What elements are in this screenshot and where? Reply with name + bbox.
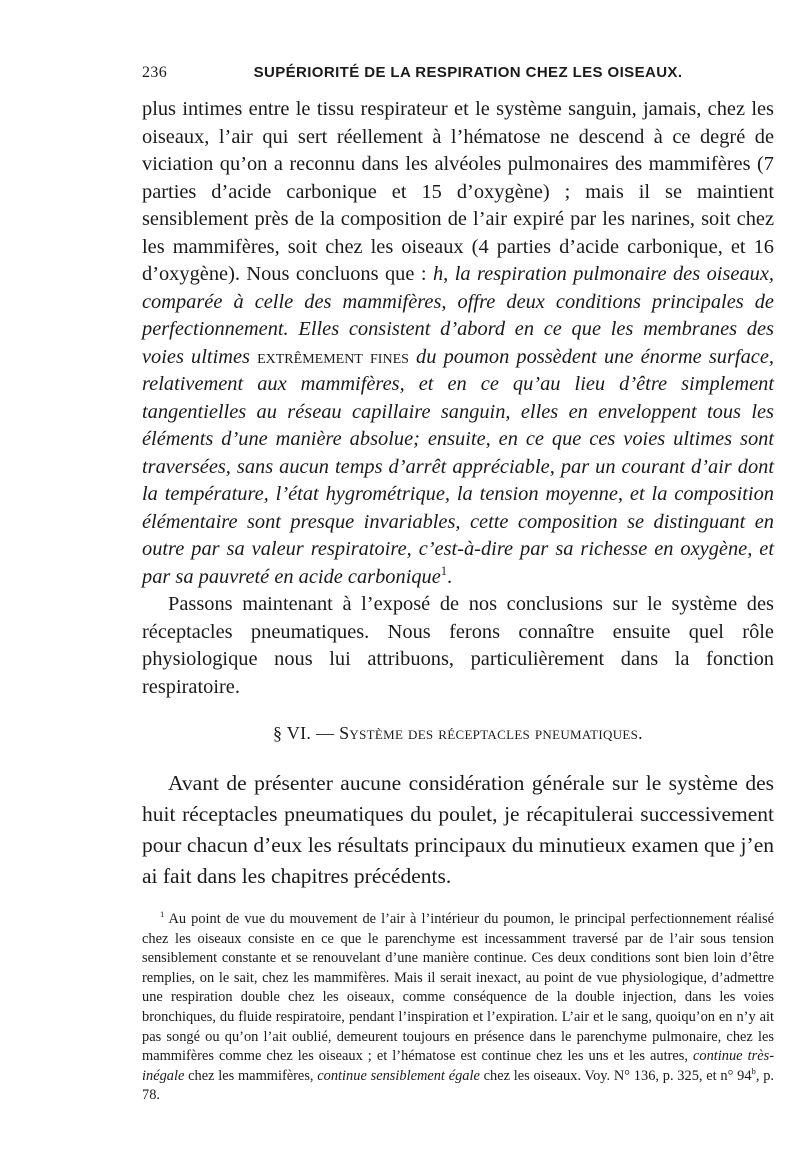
paragraph-recap: Avant de présenter aucune considération générale sur le système des huit réceptacles pneumatiques du poulet, je récapitulerai successivement pour chacun d’eux les résultats principaux du minutieux examen que j’en ai fait dans les chapitres précédents.: [142, 771, 774, 888]
footnote-text-3: chez les oiseaux. Voy. N° 136, p. 325, et n° 94: [479, 1067, 752, 1084]
section-prefix: § VI. —: [273, 723, 340, 743]
footnote-sup: b: [751, 1065, 756, 1076]
footnote-reference[interactable]: 1: [440, 563, 447, 578]
page: [142, 64, 774, 1106]
footnote-text-1: Au point de vue du mouvement de l’air à l’intérieur du poumon, le principal perfectionnement réalisé chez les oiseaux consiste en ce que le parenchyme est incessamment traversé par de l’air sous tension sensiblement constante et se renouvelant d’une manière continue. Ces deux conditions sont bien loin d’être remplies, on le sait, chez les mammifères. Mais il serait inexact, au point de vue physiologique, d’admettre une respiration double chez les oiseaux, comme conséquence de la double injection, dans les voies bronchiques, du fluide respiratoire, pendant l’inspiration et l’expiration. L’air et le sang, quoiqu’on en n’y ait pas songé ou qu’on l’ait oublié, demeurent toujours en présence dans le parenchyme pulmonaire, chez les mammifères comme chez les oiseaux ; et l’hématose est continue chez les uns et les autres,: [142, 911, 774, 1065]
footnote-italic-2: continue sensiblement égale: [317, 1067, 480, 1084]
paragraph1-comma: ,: [443, 263, 455, 285]
section-heading: [142, 723, 774, 744]
section-title: Système des réceptacles pneumatiques.: [339, 723, 643, 743]
paragraph1-italic-b: du poumon possèdent une énorme surface, relativement aux mammifères, et en ce qu’au lieu d’être simplement tangentielles au réseau capillaire sanguin, elles en enveloppent tous les éléments d’une manière absolue; ensuite, en ce que ces voies ultimes sont traversées, sans aucun temps d’arrêt appréciable, par un courant d’air dont la température, l’état hygrométrique, la tension moyenne, et la composition élémentaire sont presque invariables, cette composition se distinguant en outre par sa valeur respiratoire, c’est-à-dire par sa richesse en oxygène, et par sa pauvreté en acide carbonique: [142, 345, 774, 588]
running-header: [142, 64, 774, 92]
footnote-text-4: , p. 78.: [142, 1067, 774, 1104]
paragraph1-smallcaps: extrêmement fines: [249, 345, 417, 368]
paragraph1-italic-a: la respiration pulmonaire des oiseaux, comparée à celle des mammifères, offre deux conditions principales de perfectionnement. Elles consistent d’abord en ce que les membranes des voies ultimes: [142, 263, 774, 368]
running-title: SUPÉRIORITÉ DE LA RESPIRATION CHEZ LES OISEAUX.: [253, 64, 683, 81]
footnote-marker: 1: [160, 909, 165, 920]
paragraph-conclusions: [142, 96, 774, 591]
footnote-italic-1: continue très-inégale: [142, 1048, 774, 1084]
footnote-text-2: chez les mammifères,: [184, 1067, 318, 1084]
page-number: 236: [142, 64, 168, 81]
paragraph1-end: .: [446, 565, 453, 588]
paragraph1-text: plus intimes entre le tissu respirateur et le système sanguin, jamais, chez les oiseaux, l’air qui sert réellement à l’hématose ne descend à ce degré de viciation qu’on a reconnu dans les alvéoles pulmonaires des mammifères (7 parties d’acide carbonique et 15 d’oxygène) ; mais il se maintient sensiblement près de la composition de l’air expiré par les narines, soit chez les mammifères, soit chez les oiseaux (4 parties d’acide carbonique, et 16 d’oxygène). Nous concluons que :: [142, 98, 774, 285]
paragraph-transition: Passons maintenant à l’exposé de nos conclusions sur le système des réceptacles pneumatiques. Nous ferons connaître ensuite quel rôle physiologique nous lui attribuons, particulièrement dans la fonction respiratoire.: [142, 593, 774, 698]
footnote: [142, 910, 774, 1106]
paragraph1-h: h: [432, 263, 444, 285]
